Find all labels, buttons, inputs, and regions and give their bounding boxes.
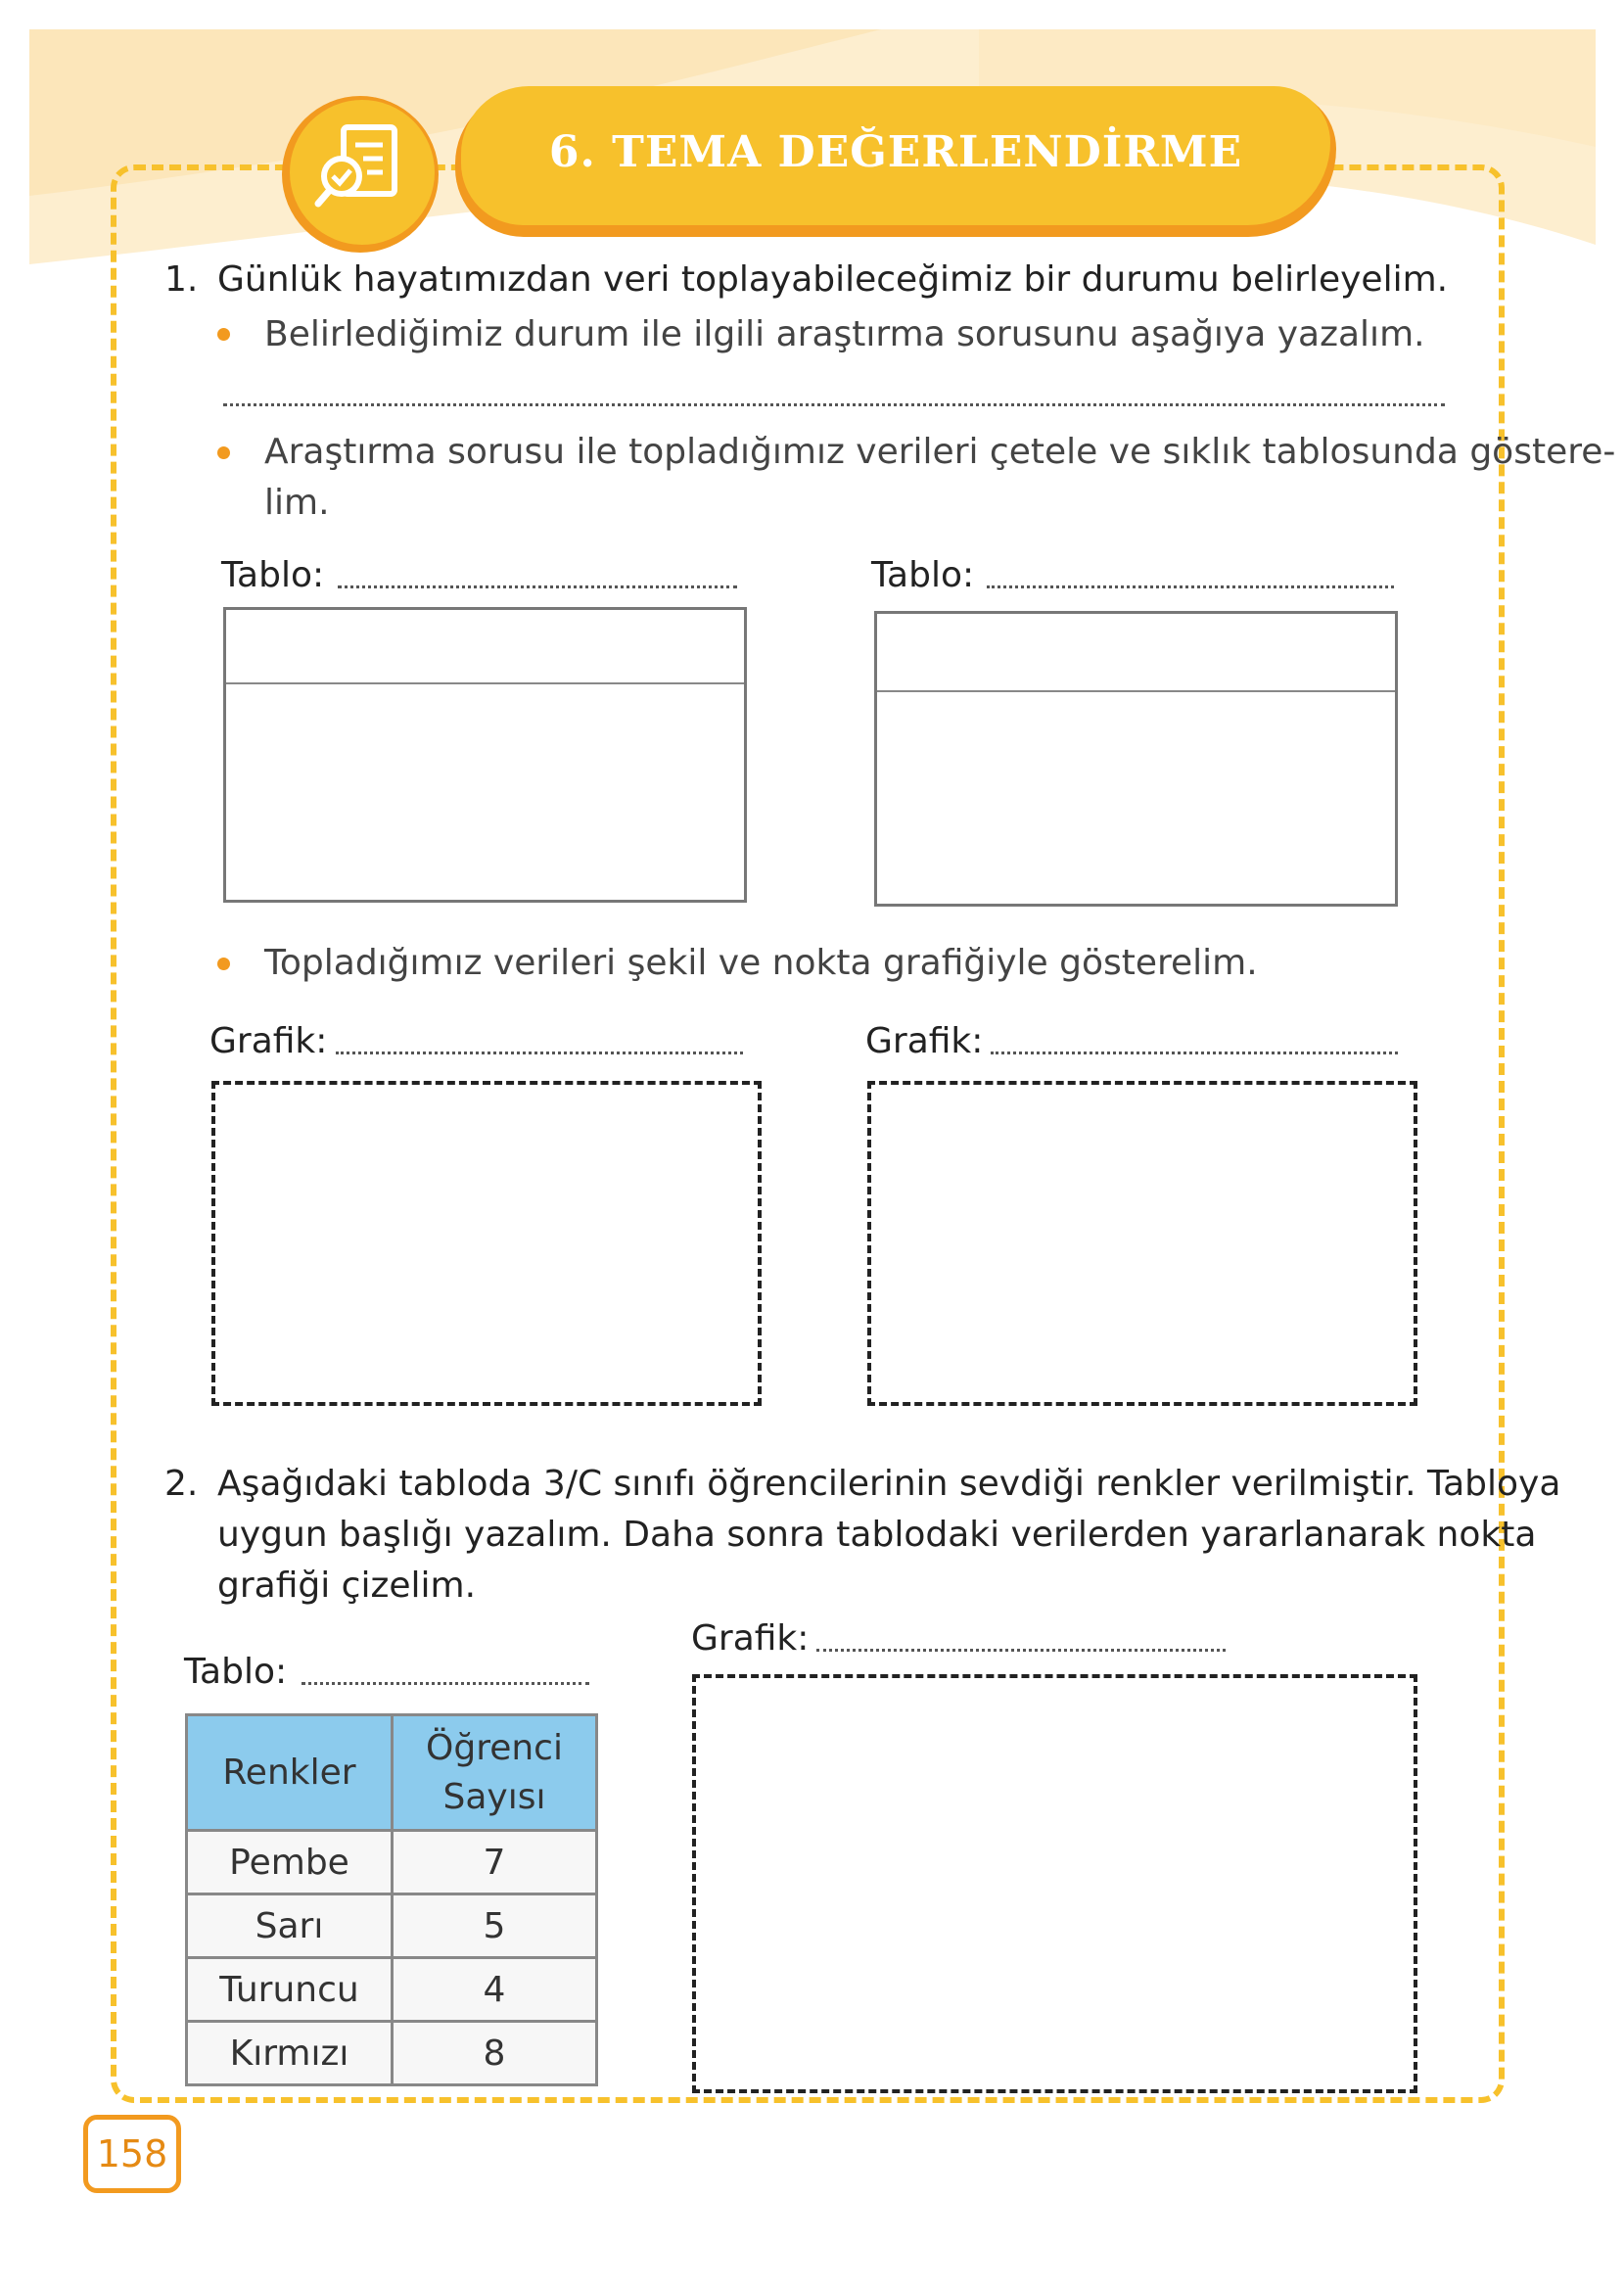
q2-table-label: Tablo: (184, 1652, 288, 1692)
graph-label-right: Grafik: (865, 1021, 984, 1061)
row-color: Sarı (187, 1894, 393, 1958)
bullet-dot (217, 328, 230, 341)
q2-line1: Aşağıdaki tabloda 3/C sınıfı öğrencilerinin sevdiği renkler verilmiştir. Tabloya (217, 1464, 1561, 1504)
page-title: 6. TEMA DEĞERLENDİRME (548, 127, 1243, 177)
q2-line2: uygun başlığı yazalım. Daha sonra tablodaki verilerden yararlanarak nokta (217, 1515, 1537, 1555)
table-header-count: Öğrenci Sayısı (393, 1715, 597, 1831)
row-color: Pembe (187, 1831, 393, 1894)
colors-table (185, 1713, 598, 2086)
page-number: 158 (83, 2115, 181, 2193)
table-row (187, 1894, 597, 1958)
row-count: 7 (393, 1831, 597, 1894)
answer-line[interactable] (223, 403, 1445, 406)
q2-graph-label: Grafik: (691, 1618, 810, 1659)
q2-number: 2. (164, 1464, 199, 1504)
q2-graph-title-line[interactable] (816, 1649, 1226, 1652)
q1-bullet2-line1: Araştırma sorusu ile topladığımız verileri çetele ve sıklık tablosunda göstere- (264, 432, 1616, 472)
q1-text: Günlük hayatımızdan veri toplayabileceğimiz bir durumu belirleyelim. (217, 259, 1449, 300)
q1-bullet2-line2: lim. (264, 483, 330, 523)
table-row (187, 1958, 597, 2022)
table-title-line-right[interactable] (987, 585, 1394, 588)
graph-area-left[interactable] (211, 1081, 762, 1406)
graph-title-line-left[interactable] (336, 1052, 743, 1054)
q2-table-title-line[interactable] (302, 1682, 589, 1685)
table-label-left: Tablo: (221, 555, 325, 595)
table-row (187, 2022, 597, 2085)
graph-label-left: Grafik: (209, 1021, 328, 1061)
q2-line3: grafiği çizelim. (217, 1566, 477, 1606)
graph-title-line-right[interactable] (991, 1052, 1398, 1054)
row-color: Kırmızı (187, 2022, 393, 2085)
table-label-right: Tablo: (871, 555, 975, 595)
row-count: 5 (393, 1894, 597, 1958)
q1-bullet1-text: Belirlediğimiz durum ile ilgili araştırma sorusunu aşağıya yazalım. (264, 314, 1425, 354)
empty-table-left[interactable] (223, 607, 747, 903)
table-title-line-left[interactable] (338, 585, 737, 588)
header-icon-badge (282, 96, 439, 253)
table-row (187, 1831, 597, 1894)
document-search-icon (306, 116, 414, 223)
graph-area-right[interactable] (867, 1081, 1417, 1406)
q1-bullet3-text: Topladığımız verileri şekil ve nokta grafiğiyle gösterelim. (264, 943, 1258, 983)
row-count: 4 (393, 1958, 597, 2022)
bullet-dot (217, 446, 230, 459)
q2-graph-area[interactable] (692, 1674, 1417, 2093)
q1-number: 1. (164, 259, 199, 300)
bullet-dot (217, 958, 230, 970)
table-header-colors: Renkler (187, 1715, 393, 1831)
header-banner (455, 90, 1336, 237)
row-count: 8 (393, 2022, 597, 2085)
empty-table-right[interactable] (874, 611, 1398, 907)
row-color: Turuncu (187, 1958, 393, 2022)
